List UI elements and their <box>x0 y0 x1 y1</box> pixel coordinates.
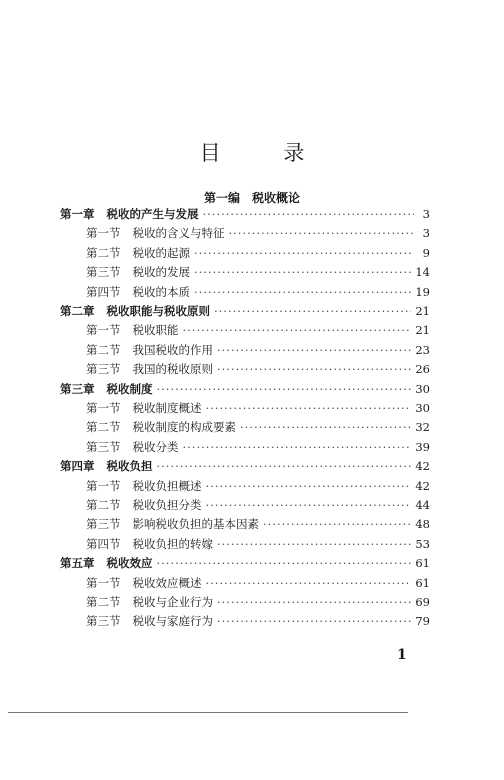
toc-entry-title: 税收的产生与发展 <box>106 207 199 221</box>
toc-section-row <box>86 418 430 436</box>
toc-entry-number: 第一节 <box>86 401 121 415</box>
toc-section-row <box>86 224 430 242</box>
toc-section-row <box>86 438 430 456</box>
toc-leader-dots <box>203 205 415 223</box>
toc-chapter-row <box>60 380 430 398</box>
toc-entry-number: 第四节 <box>86 285 121 299</box>
toc-entry-number: 第一节 <box>86 226 121 240</box>
toc-entry-page: 26 <box>415 362 430 376</box>
toc-entry-number: 第二节 <box>86 246 121 260</box>
toc-entry-title: 税收的发展 <box>132 265 190 279</box>
toc-entry-label <box>60 457 153 475</box>
toc-entry-number: 第三章 <box>60 382 95 396</box>
toc-entry-label <box>86 360 213 378</box>
toc-entry-page: 42 <box>415 479 430 493</box>
toc-entry-title: 税收负担的转嫁 <box>132 537 213 551</box>
toc-entry-title: 税收效应概述 <box>132 576 202 590</box>
toc-entry-number: 第四章 <box>60 459 95 473</box>
toc-section-row <box>86 535 430 553</box>
toc-section-row <box>86 341 430 359</box>
toc-leader-dots <box>214 302 411 320</box>
toc-entry-title: 税收职能 <box>132 323 179 337</box>
toc-entry-page: 39 <box>415 440 430 454</box>
toc-entry-title: 税收职能与税收原则 <box>106 304 210 318</box>
toc-entry-title: 我国的税收原则 <box>132 362 213 376</box>
toc-entry-page: 3 <box>422 207 430 221</box>
toc-entry-page: 19 <box>415 285 430 299</box>
toc-entry-title: 税收负担分类 <box>132 498 202 512</box>
toc-entry-title: 税收的起源 <box>132 246 190 260</box>
toc-entry-title: 税收负担 <box>106 459 153 473</box>
toc-entry-number: 第三节 <box>86 517 121 531</box>
toc-entry-label <box>86 263 190 281</box>
toc-entry-label <box>86 496 202 514</box>
toc-section-row <box>86 477 430 495</box>
toc-entry-page: 14 <box>415 265 430 279</box>
toc-entry-title: 税收与企业行为 <box>132 595 213 609</box>
toc-section-row <box>86 574 430 592</box>
toc-entry-label <box>86 477 202 495</box>
toc-chapter-row <box>60 302 430 320</box>
toc-entry-label <box>86 515 259 533</box>
toc-entry-page: 48 <box>415 517 430 531</box>
toc-entry-number: 第二节 <box>86 343 121 357</box>
toc-section-row <box>86 321 430 339</box>
toc-section-row <box>86 515 430 533</box>
page-title: 目 录 <box>199 141 333 165</box>
toc-entry-label <box>60 554 153 572</box>
toc-entry-number: 第三节 <box>86 614 121 628</box>
toc-section-row <box>86 360 430 378</box>
toc-entry-title: 税收制度的构成要素 <box>132 420 236 434</box>
toc-entry-label <box>86 593 213 611</box>
toc-entry-page: 69 <box>415 595 430 609</box>
toc-entry-number: 第三节 <box>86 265 121 279</box>
toc-leader-dots <box>206 399 412 417</box>
toc-entry-page: 21 <box>415 323 430 337</box>
toc-entry-page: 44 <box>415 498 430 512</box>
toc-entry-number: 第二节 <box>86 498 121 512</box>
toc-entry-title: 影响税收负担的基本因素 <box>132 517 259 531</box>
toc-entry-title: 税收与家庭行为 <box>132 614 213 628</box>
toc-entry-page: 30 <box>415 401 430 415</box>
toc-entry-number: 第一节 <box>86 576 121 590</box>
toc-entry-label <box>86 574 202 592</box>
bottom-rule <box>8 712 408 713</box>
toc-entry-page: 61 <box>415 556 430 570</box>
toc-leader-dots <box>217 535 411 553</box>
toc-entry-label <box>86 418 236 436</box>
toc-section-row <box>86 612 430 630</box>
toc-entry-label <box>60 302 210 320</box>
toc-leader-dots <box>206 477 412 495</box>
toc-section-row <box>86 593 430 611</box>
toc-entry-title: 税收效应 <box>106 556 153 570</box>
toc-entry-title: 税收负担概述 <box>132 479 202 493</box>
toc-entry-title: 税收的含义与特征 <box>132 226 225 240</box>
toc-leader-dots <box>194 244 414 262</box>
toc-entry-title: 税收分类 <box>132 440 179 454</box>
toc-entry-label <box>86 438 179 456</box>
toc-leader-dots <box>157 380 412 398</box>
toc-entry-number: 第二节 <box>86 595 121 609</box>
toc-entry-page: 79 <box>415 614 430 628</box>
toc-entry-page: 32 <box>415 420 430 434</box>
toc-section-row <box>86 399 430 417</box>
toc-chapter-row <box>60 205 430 223</box>
toc-entry-number: 第一节 <box>86 323 121 337</box>
toc-entry-title: 税收制度 <box>106 382 153 396</box>
toc-leader-dots <box>217 341 411 359</box>
toc-leader-dots <box>217 360 411 378</box>
toc-chapter-row <box>60 457 430 475</box>
toc-leader-dots <box>157 554 412 572</box>
toc-section-row <box>86 496 430 514</box>
toc-leader-dots <box>157 457 412 475</box>
toc-entry-number: 第一节 <box>86 479 121 493</box>
toc-entry-label <box>86 244 190 262</box>
toc-leader-dots <box>183 321 412 339</box>
toc-entry-label <box>60 380 153 398</box>
toc-section-row <box>86 263 430 281</box>
toc-entry-number: 第五章 <box>60 556 95 570</box>
toc-leader-dots <box>206 496 412 514</box>
toc-entry-number: 第一章 <box>60 207 95 221</box>
toc-entry-label <box>86 321 179 339</box>
toc-entry-number: 第四节 <box>86 537 121 551</box>
toc-entry-number: 第二节 <box>86 420 121 434</box>
toc-entry-label <box>86 341 213 359</box>
toc-entry-page: 61 <box>415 576 430 590</box>
toc-leader-dots <box>217 593 411 611</box>
toc-entry-label <box>60 205 199 223</box>
toc-section-row <box>86 283 430 301</box>
toc-entry-number: 第三节 <box>86 362 121 376</box>
toc-entry-page: 42 <box>415 459 430 473</box>
toc-entry-title: 我国税收的作用 <box>132 343 213 357</box>
toc-entry-page: 30 <box>415 382 430 396</box>
toc-entry-page: 9 <box>422 246 430 260</box>
page-number: 1 <box>397 647 407 663</box>
part-heading: 第一编 税收概论 <box>203 191 300 205</box>
toc-section-row <box>86 244 430 262</box>
toc-entry-label <box>86 535 213 553</box>
toc-entry-label <box>86 224 225 242</box>
toc-entry-page: 3 <box>422 226 430 240</box>
toc-entry-page: 23 <box>415 343 430 357</box>
toc-entry-number: 第三节 <box>86 440 121 454</box>
toc-entry-title: 税收的本质 <box>132 285 190 299</box>
toc-leader-dots <box>229 224 415 242</box>
toc-entry-label <box>86 283 190 301</box>
toc-entry-page: 53 <box>415 537 430 551</box>
toc-leader-dots <box>240 418 411 436</box>
toc-leader-dots <box>183 438 412 456</box>
toc-entry-title: 税收制度概述 <box>132 401 202 415</box>
toc-chapter-row <box>60 554 430 572</box>
toc-leader-dots <box>194 283 411 301</box>
toc-leader-dots <box>206 574 412 592</box>
toc-entry-label <box>86 399 202 417</box>
toc-leader-dots <box>263 515 411 533</box>
toc-entry-label <box>86 612 213 630</box>
toc-leader-dots <box>217 612 411 630</box>
toc-entry-number: 第二章 <box>60 304 95 318</box>
toc-entry-page: 21 <box>415 304 430 318</box>
toc-leader-dots <box>194 263 411 281</box>
